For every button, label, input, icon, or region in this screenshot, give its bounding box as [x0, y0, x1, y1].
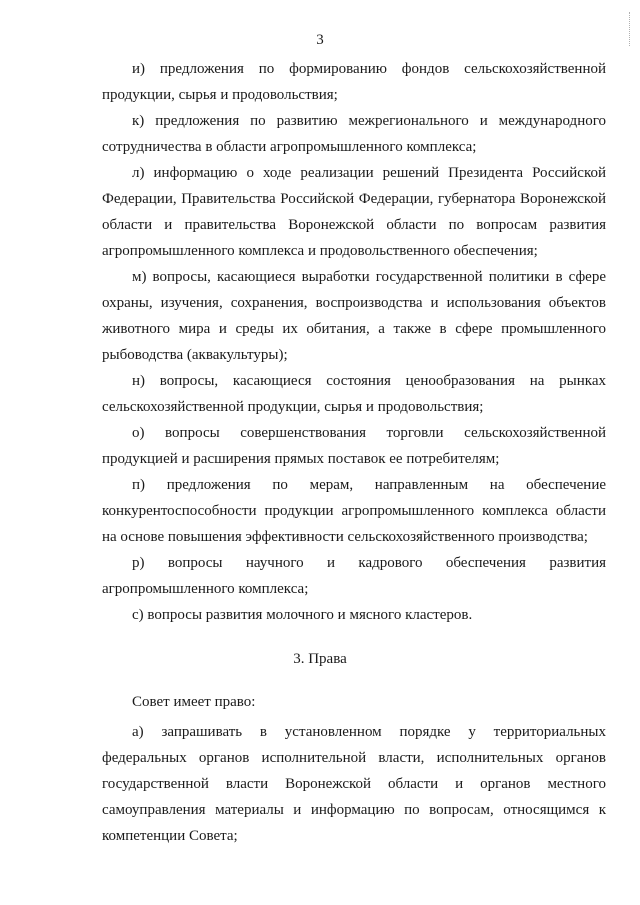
list-item-i: и) предложения по формированию фондов сельскохозяйственной продукции, сырья и продовольствия; — [102, 61, 606, 103]
rights-list — [102, 689, 606, 849]
list-item-o: о) вопросы совершенствования торговли сельскохозяйственной продукцией и расширения прямых поставок ее потребителям; — [102, 425, 606, 467]
list-item-n: н) вопросы, касающиеся состояния ценообразования на рынках сельскохозяйственной продукции, сырья и продовольствия; — [102, 373, 606, 415]
list-item-r: р) вопросы научного и кадрового обеспечения развития агропромышленного комплекса; — [102, 555, 606, 597]
list-item-m: м) вопросы, касающиеся выработки государственной политики в сфере охраны, изучения, сохранения, воспроизводства и использования объектов животного мира и среды их обитания, а также в сфере промышленного рыбоводства (аквакультуры); — [102, 269, 606, 363]
list-item-k: к) предложения по развитию межрегионального и международного сотрудничества в области агропромышленного комплекса; — [102, 113, 606, 155]
list-item-l: л) информацию о ходе реализации решений Президента Российской Федерации, Правительства Российской Федерации, губернатора Воронежской области и правительства Воронежской области по вопросам развития агропромышленного комплекса и продовольственного обеспечения; — [102, 165, 606, 259]
list-item-s: с) вопросы развития молочного и мясного кластеров. — [132, 607, 473, 623]
rights-intro: Совет имеет право: — [132, 694, 256, 710]
competence-list — [102, 56, 606, 628]
page-number: 3 — [316, 32, 324, 48]
section-heading-rights: 3. Права — [293, 651, 347, 667]
list-item-p: п) предложения по мерам, направленным на обеспечение конкурентоспособности продукции агропромышленного комплекса области на основе повышения эффективности сельскохозяйственного производства; — [102, 477, 606, 545]
rights-item-a: а) запрашивать в установленном порядке у территориальных федеральных органов исполнительной власти, исполнительных органов государственной власти Воронежской области и органов местного самоуправления материалы и информацию по вопросам, относящимся к компетенции Совета; — [102, 724, 606, 844]
scan-margin-mark — [629, 12, 634, 46]
